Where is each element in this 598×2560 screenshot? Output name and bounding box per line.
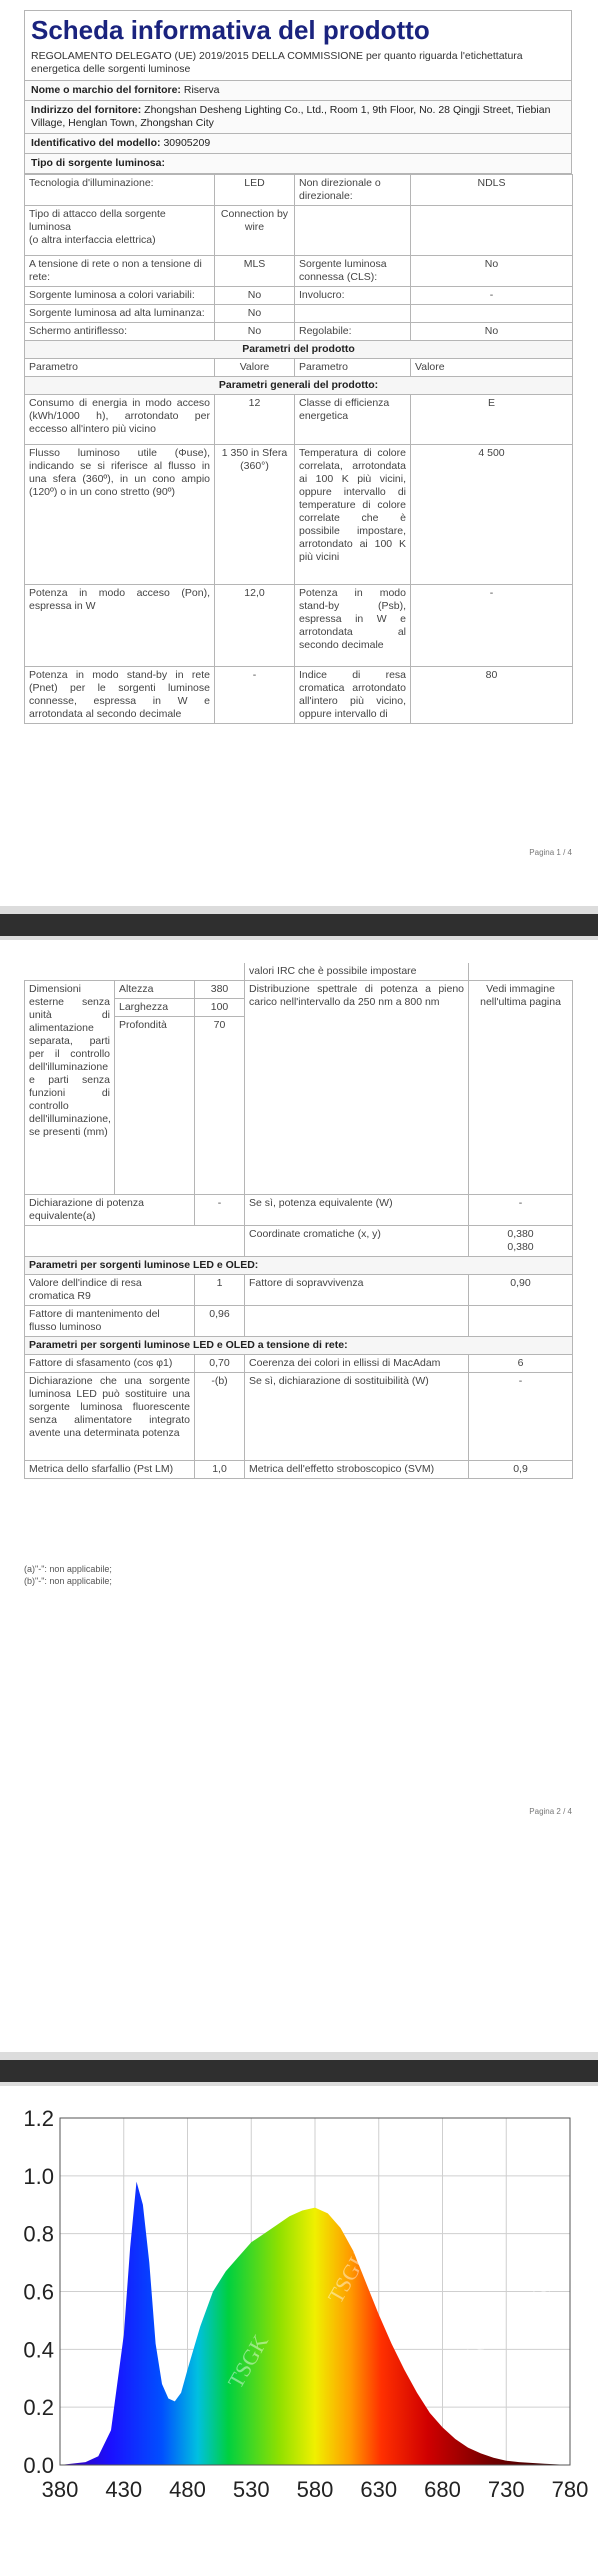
cell-label: Fattore di mantenimento del flusso luminoso: [25, 1306, 195, 1337]
column-header: Valore: [215, 359, 295, 377]
cell-empty: [469, 963, 573, 981]
cell-value: 6: [469, 1355, 573, 1373]
cell-value: -: [215, 667, 295, 724]
y-tick-label: 0.6: [23, 2279, 54, 2305]
cell-value: -: [469, 1195, 573, 1226]
y-tick-label: 0.8: [23, 2221, 54, 2247]
model-row: [24, 134, 572, 154]
table-row: [25, 305, 573, 323]
cell-value: 1,0: [195, 1461, 245, 1479]
cell-empty: [295, 206, 411, 256]
cell-label: Coerenza dei colori in ellissi di MacAdam: [245, 1355, 469, 1373]
cell-label: Metrica dell'effetto stroboscopico (SVM): [245, 1461, 469, 1479]
x-tick-label: 580: [296, 2477, 334, 2502]
cell-value: NDLS: [411, 175, 573, 206]
supplier-name-row: [24, 80, 572, 101]
x-tick-label: 680: [424, 2477, 461, 2502]
x-tick-label: 630: [360, 2477, 398, 2502]
cell-label: Metrica dello sfarfallio (Pst LM): [25, 1461, 195, 1479]
cell-value: 12,0: [215, 585, 295, 667]
cell-empty: [411, 305, 573, 323]
cell-label: Dichiarazione che una sorgente luminosa LED può sostituire una sorgente luminosa fluorescente senza alimentatore integrato avente una determinata potenza: [25, 1373, 195, 1461]
cell-value: -: [195, 1195, 245, 1226]
supplier-address-row: [24, 101, 572, 134]
cell-value: 70: [195, 1017, 245, 1195]
x-tick-label: 380: [41, 2477, 79, 2502]
cell-value: No: [411, 256, 573, 287]
footnotes: [24, 1563, 112, 1587]
table-row: [25, 256, 573, 287]
cell-value: 80: [411, 667, 573, 724]
cell-label: Sorgente luminosa connessa (CLS):: [295, 256, 411, 287]
cell-value: LED: [215, 175, 295, 206]
cell-value: 4 500: [411, 445, 573, 585]
x-tick-label: 780: [551, 2477, 589, 2502]
chart-series: [60, 2182, 570, 2465]
cell-value: 100: [195, 999, 245, 1017]
cell-label: Tecnologia d'illuminazione:: [25, 175, 215, 206]
page-separator: [0, 906, 598, 940]
cell-label: Potenza in modo stand-by (Psb), espressa in W e arrotondata al secondo decimale: [295, 585, 411, 667]
column-header-row: [25, 359, 573, 377]
cell-value: No: [411, 323, 573, 341]
cell-label: Se sì, potenza equivalente (W): [245, 1195, 469, 1226]
cell-value: 1: [195, 1275, 245, 1306]
watermark-text: TSGK: [442, 2330, 494, 2393]
light-source-type-label: Tipo di sorgente luminosa:: [31, 157, 165, 169]
section-header-row: [25, 1257, 573, 1275]
y-tick-label: 0.4: [23, 2337, 54, 2363]
cell-value: -: [411, 585, 573, 667]
page-number: Pagina 2 / 4: [529, 1807, 572, 1816]
cell-value: 1 350 in Sfera (360°): [215, 445, 295, 585]
table-row: [25, 1195, 573, 1226]
footnote-a: (a)"-": non applicabile;: [24, 1564, 112, 1574]
cell-label: Se sì, dichiarazione di sostituibilità (W): [245, 1373, 469, 1461]
cell-label: Coordinate cromatiche (x, y): [245, 1226, 469, 1257]
section-header-row: [25, 341, 573, 359]
y-tick-label: 1.2: [23, 2106, 54, 2131]
model-value: 30905209: [163, 137, 211, 149]
table-row: [25, 206, 573, 256]
table-row: [25, 445, 573, 585]
cell-label: Involucro:: [295, 287, 411, 305]
spectral-distribution-chart: [0, 2090, 598, 2560]
cell-label: Larghezza: [115, 999, 195, 1017]
section-header-row: [25, 377, 573, 395]
watermark-text: TSGK: [527, 2240, 579, 2303]
table-row: [25, 175, 573, 206]
table-row: [25, 667, 573, 724]
cell-empty: [411, 206, 573, 256]
x-tick-label: 430: [105, 2477, 143, 2502]
cell-value: No: [215, 323, 295, 341]
page-2: [0, 945, 598, 2050]
table-row: [25, 287, 573, 305]
x-tick-label: 480: [169, 2477, 206, 2502]
table-row: [25, 323, 573, 341]
section-general-params: Parametri generali del prodotto:: [25, 377, 573, 395]
cell-label: Consumo di energia in modo acceso (kWh/1000 h), arrotondato per eccesso all'intero più vicino: [25, 395, 215, 445]
cell-label: Temperatura di colore correlata, arrotondata ai 100 K più vicini, oppure intervallo di temperature di colore correlate che è possibile impostare, arrotondato ai 100 K più vicini: [295, 445, 411, 585]
cell-value: Connection by wire: [215, 206, 295, 256]
document-title: Scheda informativa del prodotto: [24, 10, 572, 48]
cell-label: Potenza in modo stand-by in rete (Pnet) per le sorgenti luminose connesse, espressa in W e arrotondata al secondo decimale: [25, 667, 215, 724]
cell-label: Schermo antiriflesso:: [25, 323, 215, 341]
cell-value: 12: [215, 395, 295, 445]
section-led-params: Parametri per sorgenti luminose LED e OLED:: [25, 1257, 573, 1275]
cell-label: Indice di resa cromatica arrotondato all'intero più vicino, oppure intervallo di: [295, 667, 411, 724]
cell-value: -(b): [195, 1373, 245, 1461]
page-separator: [0, 2052, 598, 2086]
cell-empty: [245, 1306, 469, 1337]
supplier-name-value: Riserva: [183, 84, 220, 96]
table-row: [25, 981, 573, 999]
supplier-address-label: Indirizzo del fornitore:: [31, 104, 142, 116]
cell-label: Sorgente luminosa ad alta luminanza:: [25, 305, 215, 323]
column-header: Parametro: [295, 359, 411, 377]
table-row: [25, 1355, 573, 1373]
cell-label: Fattore di sfasamento (cos φ1): [25, 1355, 195, 1373]
light-source-table: [24, 174, 573, 724]
section-product-params: Parametri del prodotto: [25, 341, 573, 359]
page-1: [0, 0, 598, 900]
cell-value: E: [411, 395, 573, 445]
cell-label: Sorgente luminosa a colori variabili:: [25, 287, 215, 305]
cell-value: Vedi immagine nell'ultima pagina: [469, 981, 573, 1195]
cell-label: Valore dell'indice di resa cromatica R9: [25, 1275, 195, 1306]
cell-value: 380: [195, 981, 245, 999]
cell-value: 0,9: [469, 1461, 573, 1479]
page-3: [0, 2090, 598, 2560]
regulation-reference: REGOLAMENTO DELEGATO (UE) 2019/2015 DELLA COMMISSIONE per quanto riguarda l'etichettatura energetica delle sorgenti luminose: [24, 48, 572, 80]
watermark-text: TSGK: [222, 2330, 274, 2393]
cell-label: Fattore di sopravvivenza: [245, 1275, 469, 1306]
y-tick-label: 0.2: [23, 2395, 54, 2421]
cell-value: No: [215, 305, 295, 323]
cell-empty: [295, 305, 411, 323]
cell-value: -: [411, 287, 573, 305]
cell-label: valori IRC che è possibile impostare: [245, 963, 469, 981]
table-row: [25, 963, 573, 981]
cell-value: MLS: [215, 256, 295, 287]
cell-label: Potenza in modo acceso (Pon), espressa in W: [25, 585, 215, 667]
cell-value: 0,380 0,380: [469, 1226, 573, 1257]
light-source-type-row: [24, 154, 572, 174]
table-row: [25, 1306, 573, 1337]
table-row: [25, 1226, 573, 1257]
cell-value: No: [215, 287, 295, 305]
table-row: [25, 585, 573, 667]
y-tick-label: 0.0: [23, 2453, 54, 2478]
spectrum-area: [60, 2182, 570, 2465]
cell-value: 0,90: [469, 1275, 573, 1306]
cell-label: Flusso luminoso utile (Φuse), indicando se si riferisce al flusso in una sfera (360º), in un cono ampio (120º) o in un cono stretto (90º): [25, 445, 215, 585]
cell-label: A tensione di rete o non a tensione di rete:: [25, 256, 215, 287]
cell-value: -: [469, 1373, 573, 1461]
x-tick-label: 530: [232, 2477, 270, 2502]
cell-label: Altezza: [115, 981, 195, 999]
y-tick-label: 1.0: [23, 2163, 54, 2189]
cell-label: Classe di efficienza energetica: [295, 395, 411, 445]
cell-label: Dichiarazione di potenza equivalente(a): [25, 1195, 195, 1226]
x-tick-label: 730: [487, 2477, 525, 2502]
supplier-address-value: Zhongshan Desheng Lighting Co., Ltd., Room 1, 9th Floor, No. 28 Qingji Street, Tiebian Village, Henglan Town, Zhongshan City: [31, 104, 551, 129]
section-header-row: [25, 1337, 573, 1355]
product-params-table-continued: [24, 963, 573, 1479]
cell-label: Profondità: [115, 1017, 195, 1195]
cell-empty: [25, 1226, 245, 1257]
table-row: [25, 1275, 573, 1306]
cell-label: Regolabile:: [295, 323, 411, 341]
document-block-2: [24, 963, 572, 1479]
table-row: [25, 1461, 573, 1479]
footnote-b: (b)"-": non applicabile;: [24, 1576, 112, 1586]
table-row: [25, 395, 573, 445]
column-header: Parametro: [25, 359, 215, 377]
cell-empty: [469, 1306, 573, 1337]
document-block-1: [24, 10, 572, 724]
page-number: Pagina 1 / 4: [529, 848, 572, 857]
column-header: Valore: [411, 359, 573, 377]
cell-label: Distribuzione spettrale di potenza a pieno carico nell'intervallo da 250 nm a 800 nm: [245, 981, 469, 1195]
cell-label: Non direzionale o direzionale:: [295, 175, 411, 206]
cell-empty: [25, 963, 245, 981]
cell-label: Tipo di attacco della sorgente luminosa (o altra interfaccia elettrica): [25, 206, 215, 256]
cell-value: 0,70: [195, 1355, 245, 1373]
table-row: [25, 1373, 573, 1461]
watermark-text: TSGK: [322, 2245, 374, 2308]
supplier-name-label: Nome o marchio del fornitore:: [31, 84, 181, 96]
cell-value: 0,96: [195, 1306, 245, 1337]
section-mains-params: Parametri per sorgenti luminose LED e OLED a tensione di rete:: [25, 1337, 573, 1355]
cell-label: Dimensioni esterne senza unità di alimentazione separata, parti per il controllo dell'illuminazione e parti senza funzioni di controllo dell'illuminazione, se presenti (mm): [25, 981, 115, 1195]
model-label: Identificativo del modello:: [31, 137, 161, 149]
